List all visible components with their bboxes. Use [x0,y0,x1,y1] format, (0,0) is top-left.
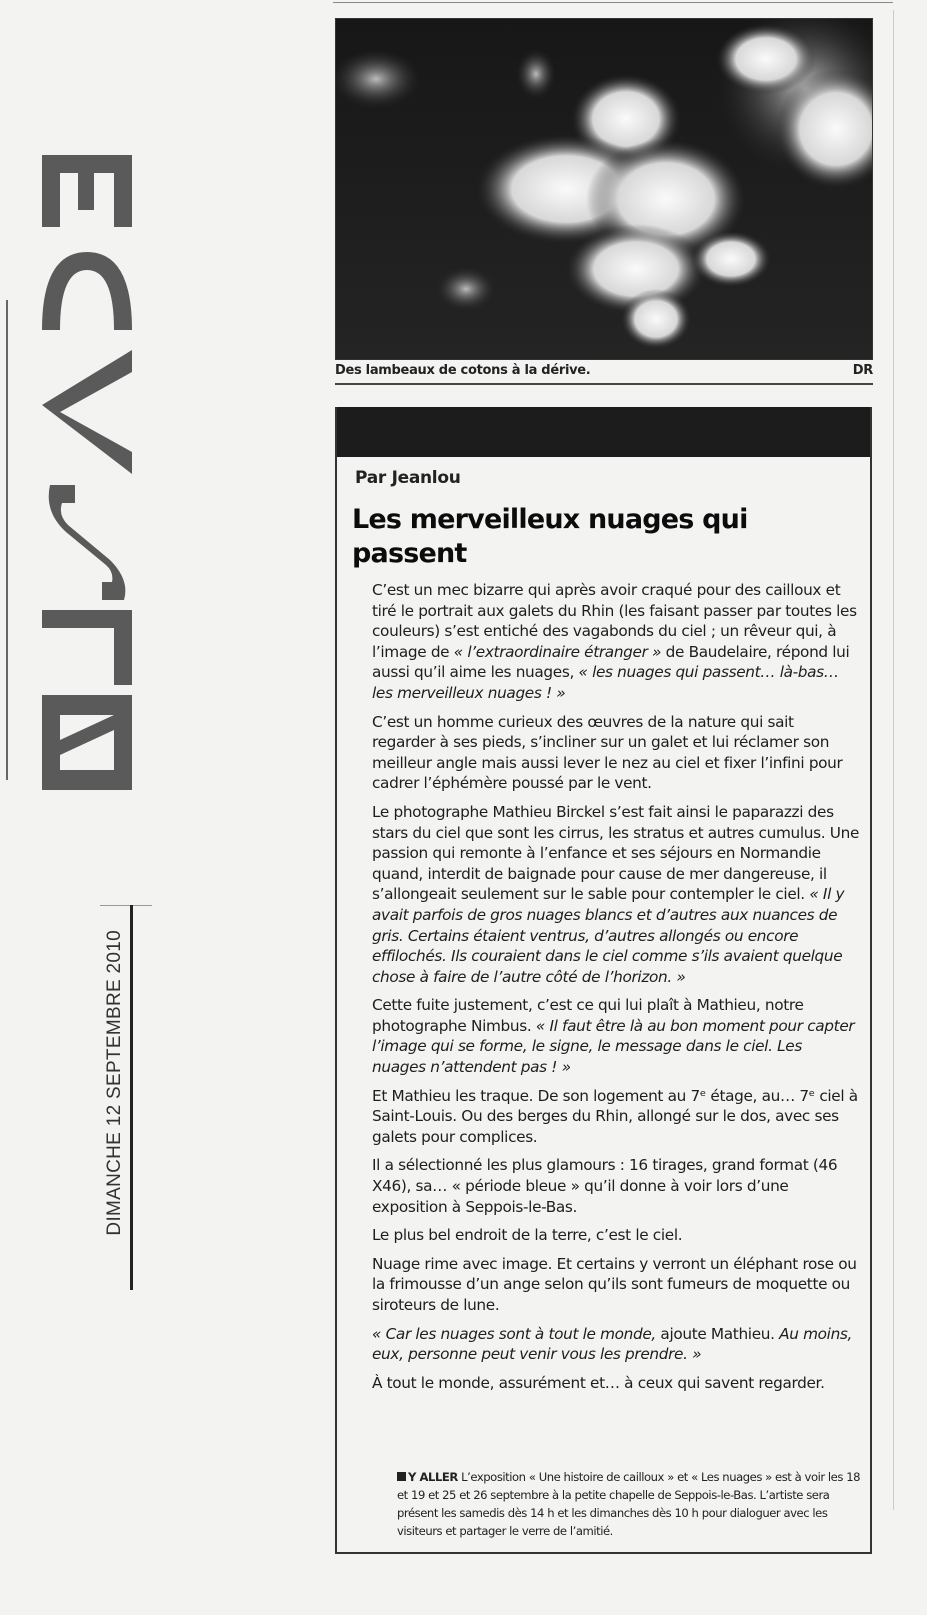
cloud-image [336,19,872,359]
text-run: À tout le monde, assurément et… à ceux qui savent regarder. [372,1373,825,1392]
article-paragraph [372,1086,859,1148]
text-run: Le plus bel endroit de la terre, c’est le ciel. [372,1226,683,1245]
text-run: de Baudelaire, répond lui aussi qu’il aime les nuages, [372,642,850,682]
quote-run: « Il faut être là au bon moment pour capter l’image qui se forme, le signe, le message dans le ciel. Les nuages n’attendent pas ! » [372,1016,855,1077]
text-run: ajoute Mathieu. [655,1324,780,1343]
date-rule-top [100,905,152,906]
date-container [95,930,135,1300]
cloud-photo [335,18,873,360]
article-box [335,407,872,1554]
article-paragraph [372,995,859,1077]
quote-run: « les nuages qui passent… là-bas… les merveilleux nuages ! » [372,663,839,702]
article-paragraph [372,712,859,794]
article-paragraph [372,1324,859,1365]
article-paragraph [372,1373,859,1394]
text-run: Il a sélectionné les plus glamours : 16 tirages, grand format (46 X46), sa… « période bleue » qu’il donne à voir lors d’une exposition à Seppois-le-Bas. [372,1156,838,1216]
info-text: L’exposition « Une histoire de cailloux » et « Les nuages » est à voir les 18 et 19 et 25 et 26 septembre à la petite chapelle de Seppois-le-Bas. L’artiste sera présent les samedis dès 14 h et les dimanches dès 10 h pour dialoguer avec les visiteurs et partager le verre de l’amitié. [397,1470,861,1538]
lalsace-logo [20,140,140,790]
info-label: Y ALLER [408,1470,458,1484]
text-run: Le photographe Mathieu Birckel s’est fait ainsi le paparazzi des stars du ciel que sont les cirrus, les stratus et autres cumulus. Une passion qui remonte à l’enfance et ses séjours en Normandie quand, interdit de baignade pour cause de mer dangereuse, il s’allongeait seulement sur le sable pour contempler le ciel. [372,802,860,904]
photo-credit: DR [852,363,873,378]
text-run: Et Mathieu les traque. De son logement au 7ᵉ étage, au… 7ᵉ ciel à Saint-Louis. Ou des berges du Rhin, allongé sur le dos, avec ses galets pour complices. [372,1086,858,1146]
text-run: C’est un homme curieux des œuvres de la nature qui sait regarder à ses pieds, s’incliner sur un galet et lui réclamer son meilleur angle mais aussi lever le nez au ciel et fixer l’infini pour cadrer l’éphémère poussé par le vent. [372,712,843,793]
headline: Les merveilleux nuages qui passent [352,504,748,569]
article-paragraph [372,1155,859,1217]
article-paragraph [372,802,859,987]
byline: Par Jeanlou [355,468,461,488]
photo-caption [335,360,873,382]
text-run: Cette fuite justement, c’est ce qui lui plaît à Mathieu, notre photographe Nimbus. [372,996,804,1035]
text-run: Nuage rime avec image. Et certains y verront un éléphant rose ou la frimousse d’un ange selon qu’ils sont fumeurs de moquette ou siroteurs de lune. [372,1254,857,1314]
caption-rule [335,383,873,385]
issue-date: DIMANCHE 12 SEPTEMBRE 2010 [104,930,125,1236]
page-edge-shadow [6,300,8,780]
quote-run: « l’extraordinaire étranger » [453,642,662,661]
article-paragraph [372,1254,859,1316]
quote-run: Au moins, eux, personne peut venir vous les prendre. » [372,1324,853,1364]
article-body [372,580,859,1401]
quote-run: « Il y avait parfois de gros nuages blancs et d’autres aux nuances de gris. Certains étaient ventrus, d’autres allongés ou encore effilochés. Ils couraient dans le ciel comme s’ils avaient quelque chose à faire de l’autre côté de l’horizon. » [372,885,845,986]
article-paragraph [372,580,859,704]
caption-text: Des lambeaux de cotons à la dérive. [335,363,591,378]
quote-run: « Car les nuages sont à tout le monde, [372,1324,656,1343]
top-rule [333,2,893,3]
info-box [397,1468,864,1540]
article-paragraph [372,1225,859,1246]
article-column [333,0,895,1615]
square-bullet-icon [397,1472,406,1481]
text-run: C’est un mec bizarre qui après avoir craqué pour des cailloux et tiré le portrait aux galets du Rhin (les faisant passer par toutes les couleurs) s’est entiché des vagabonds du ciel ; un rêveur qui, à l’image de [372,581,857,661]
